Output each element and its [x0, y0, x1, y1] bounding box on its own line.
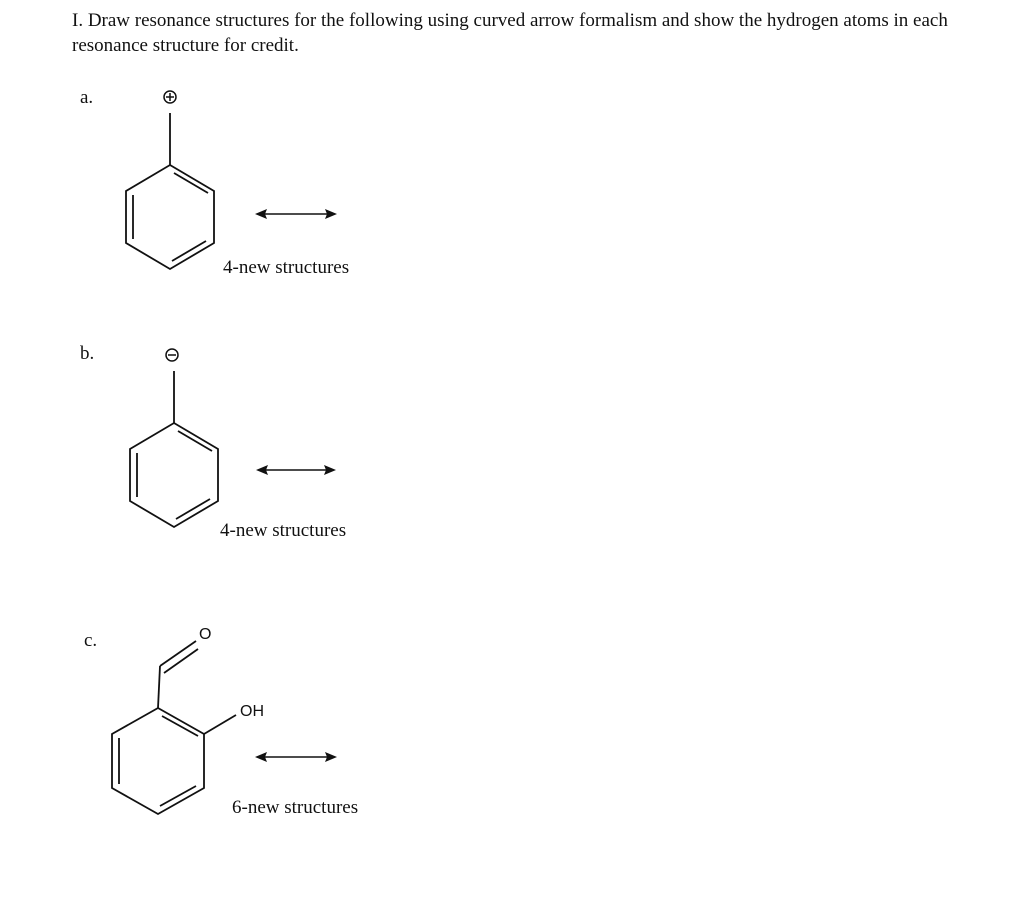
problem-a-label: a.: [80, 87, 94, 108]
resonance-arrow: [255, 749, 337, 765]
problem-b-label: b.: [80, 343, 95, 364]
resonance-arrow: [255, 206, 337, 222]
benzene-ring: [130, 423, 218, 527]
benzene-ring: [112, 708, 204, 814]
positive-charge-icon: [164, 91, 176, 103]
hydroxyl-group-label: OH: [240, 703, 264, 720]
instructions-text: I. Draw resonance structures for the following using curved arrow formalism and show the hydrogen atoms in each resonance structure for credit.: [72, 10, 948, 56]
benzyl-anion-structure: [116, 341, 236, 536]
problem-a-caption: 4-new structures: [223, 257, 350, 278]
resonance-arrow: [256, 462, 336, 478]
salicylaldehyde-structure: [108, 622, 218, 822]
carbonyl-oxygen-label: O: [199, 626, 212, 643]
problem-b-caption: 4-new structures: [220, 520, 347, 541]
benzene-ring: [126, 165, 214, 269]
benzyl-cation-structure: [110, 85, 230, 280]
negative-charge-icon: [166, 349, 178, 361]
problem-c-caption: 6-new structures: [232, 797, 359, 818]
problem-c-label: c.: [84, 630, 98, 651]
